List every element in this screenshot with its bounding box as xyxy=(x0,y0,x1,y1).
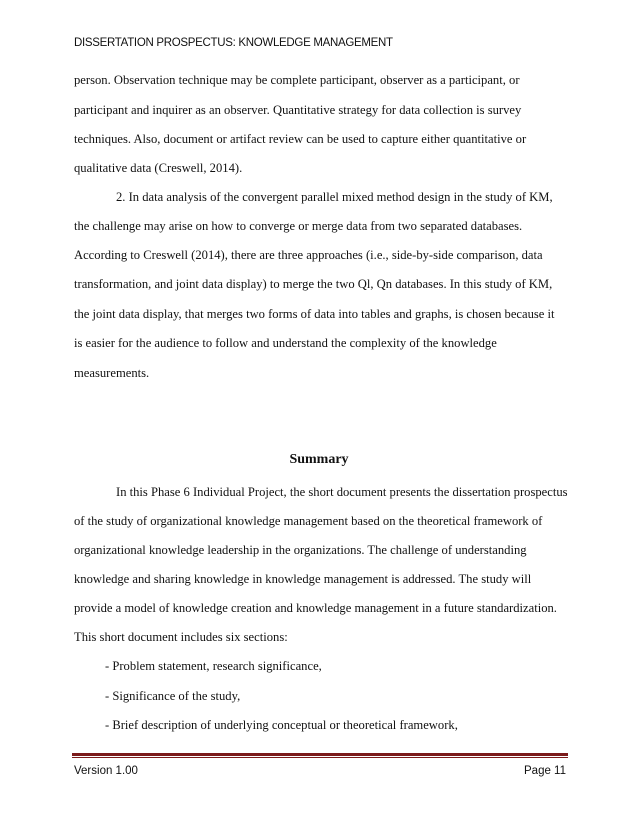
text-line: knowledge and sharing knowledge in knowledge management is addressed. The study will xyxy=(74,572,532,586)
text-line: the challenge may arise on how to converge or merge data from two separated databases. xyxy=(74,219,523,233)
list-item: - Brief description of underlying conceptual or theoretical framework, xyxy=(105,718,458,732)
section-heading-summary: Summary xyxy=(289,452,349,467)
text-line: This short document includes six sections: xyxy=(74,630,288,644)
text-line: person. Observation technique may be complete participant, observer as a participant, or xyxy=(74,73,520,87)
page-number: Page 11 xyxy=(524,765,566,777)
text-line: of the study of organizational knowledge management based on the theoretical framework of xyxy=(74,514,543,528)
text-line: According to Creswell (2014), there are three approaches (i.e., side-by-side comparison, data xyxy=(74,248,543,262)
list-item: - Problem statement, research significance, xyxy=(105,659,322,673)
text-line: 2. In data analysis of the convergent parallel mixed method design in the study of KM, xyxy=(116,190,553,204)
text-line: participant and inquirer as an observer. Quantitative strategy for data collection is survey xyxy=(74,103,522,117)
text-line: organizational knowledge leadership in the organizations. The challenge of understanding xyxy=(74,543,527,557)
text-line: In this Phase 6 Individual Project, the short document presents the dissertation prospectus xyxy=(116,485,568,499)
text-line: measurements. xyxy=(74,366,150,380)
text-line: is easier for the audience to follow and understand the complexity of the knowledge xyxy=(74,336,497,350)
text-line: techniques. Also, document or artifact review can be used to capture either quantitative or xyxy=(74,132,527,146)
footer-rule-thin xyxy=(72,757,568,758)
text-line: provide a model of knowledge creation and knowledge management in a future standardization. xyxy=(74,601,557,615)
running-header: DISSERTATION PROSPECTUS: KNOWLEDGE MANAGEMENT xyxy=(74,37,393,49)
list-item: - Significance of the study, xyxy=(105,689,241,703)
text-line: qualitative data (Creswell, 2014). xyxy=(74,161,243,175)
text-line: transformation, and joint data display) to merge the two Ql, Qn databases. In this study of KM, xyxy=(74,277,553,291)
footer-rule xyxy=(72,753,568,756)
version-label: Version 1.00 xyxy=(74,765,138,777)
text-line: the joint data display, that merges two forms of data into tables and graphs, is chosen because it xyxy=(74,307,555,321)
